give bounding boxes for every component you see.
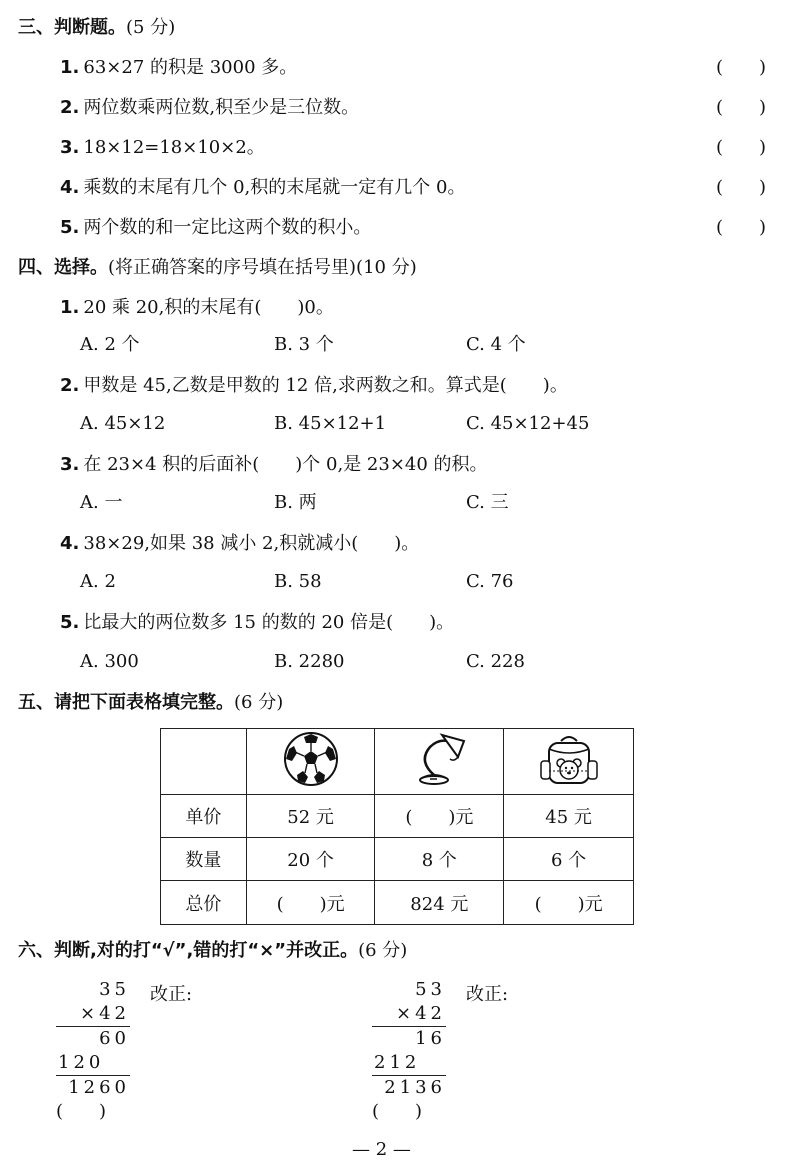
choice-question-2 (60, 374, 568, 398)
backpack-cell (504, 729, 634, 795)
judge-item-4 (60, 176, 465, 200)
option-a[interactable]: A. 300 (80, 651, 139, 672)
option-b[interactable]: B. 2280 (274, 651, 345, 672)
table-cell: 45 元 (504, 795, 634, 838)
item-number: 5. (60, 217, 80, 238)
option-a[interactable]: A. 2 个 (80, 334, 140, 355)
partial-product-2: 212 (374, 1052, 421, 1073)
soccer-ball-cell (246, 729, 375, 795)
section6-title: 六、判断,对的打“√”,错的打“×”并改正。 (18, 940, 359, 961)
product: 2136 (384, 1077, 446, 1098)
section4-title: 四、选择。 (18, 257, 108, 278)
choice-question-5 (60, 611, 454, 635)
row-label-unit-price: 单价 (161, 795, 247, 838)
multiplicand: 35 (99, 979, 130, 1000)
question-number: 4. (60, 533, 80, 554)
question-text: 比最大的两位数多 15 的数的 20 倍是( )。 (83, 612, 455, 633)
section6-heading (18, 939, 407, 963)
choice-question-1 (60, 296, 334, 320)
section3-title: 三、判断题。 (18, 17, 126, 38)
section5-title: 五、请把下面表格填完整。 (18, 692, 234, 713)
vertical-calculation-2 (372, 978, 446, 1124)
table-cell-blank[interactable]: ( )元 (504, 881, 634, 925)
partial-product-2: 120 (58, 1052, 105, 1073)
desk-lamp-icon (408, 731, 470, 787)
section4-heading (18, 256, 417, 280)
row-label-quantity: 数量 (161, 838, 247, 881)
item-text: 两位数乘两位数,积至少是三位数。 (83, 97, 360, 118)
item-number: 3. (60, 137, 80, 158)
table-cell: 52 元 (246, 795, 375, 838)
answer-paren[interactable]: ( ) (716, 57, 767, 78)
option-a[interactable]: A. 45×12 (80, 413, 166, 434)
item-number: 1. (60, 57, 80, 78)
item-text: 18×12=18×10×2。 (83, 137, 265, 158)
multiplier: ×42 (396, 1003, 446, 1024)
table-cell-blank[interactable]: ( )元 (375, 795, 504, 838)
judge-item-5 (60, 216, 371, 240)
answer-paren[interactable]: ( ) (56, 1101, 107, 1122)
answer-paren[interactable]: ( ) (372, 1101, 423, 1122)
item-text: 63×27 的积是 3000 多。 (83, 57, 298, 78)
option-a[interactable]: A. 2 (80, 571, 116, 592)
table-cell: 20 个 (246, 838, 375, 881)
question-number: 1. (60, 297, 80, 318)
section4-subtitle: (将正确答案的序号填在括号里)(10 分) (108, 257, 417, 278)
correction-label: 改正: (150, 984, 193, 1005)
multiplicand: 53 (415, 979, 446, 1000)
option-b[interactable]: B. 两 (274, 492, 317, 513)
option-b[interactable]: B. 58 (274, 571, 322, 592)
choice-question-3 (60, 453, 488, 477)
option-c[interactable]: C. 76 (466, 571, 514, 592)
table-cell: 6 个 (504, 838, 634, 881)
option-c[interactable]: C. 45×12+45 (466, 413, 590, 434)
option-a[interactable]: A. 一 (80, 492, 123, 513)
answer-paren[interactable]: ( ) (716, 177, 767, 198)
table-cell-blank[interactable]: ( )元 (246, 881, 375, 925)
answer-paren[interactable]: ( ) (716, 217, 767, 238)
partial-product-1: 60 (99, 1028, 130, 1049)
product: 1260 (68, 1077, 130, 1098)
page-number: — 2 — (352, 1139, 411, 1160)
judge-item-3 (60, 136, 265, 160)
question-text: 20 乘 20,积的末尾有( )0。 (83, 297, 334, 318)
item-text: 两个数的和一定比这两个数的积小。 (83, 217, 372, 238)
question-text: 在 23×4 积的后面补( )个 0,是 23×40 的积。 (83, 454, 488, 475)
soccer-ball-icon (283, 731, 339, 787)
option-b[interactable]: B. 3 个 (274, 334, 334, 355)
partial-product-1: 16 (415, 1028, 446, 1049)
section3-heading (18, 16, 175, 40)
judge-item-2 (60, 96, 359, 120)
option-c[interactable]: C. 228 (466, 651, 525, 672)
table-corner-cell (161, 729, 247, 795)
section5-heading (18, 691, 283, 715)
question-number: 5. (60, 612, 80, 633)
vertical-calculation-1 (56, 978, 130, 1124)
option-b[interactable]: B. 45×12+1 (274, 413, 387, 434)
section6-score: (6 分) (358, 940, 408, 961)
correction-label: 改正: (466, 984, 509, 1005)
table-cell: 8 个 (375, 838, 504, 881)
question-number: 2. (60, 375, 80, 396)
option-c[interactable]: C. 4 个 (466, 334, 526, 355)
choice-question-4 (60, 532, 419, 556)
backpack-icon (537, 731, 601, 787)
judge-item-1 (60, 56, 297, 80)
table-cell: 824 元 (375, 881, 504, 925)
item-number: 2. (60, 97, 80, 118)
desk-lamp-cell (375, 729, 504, 795)
question-text: 甲数是 45,乙数是甲数的 12 倍,求两数之和。算式是( )。 (83, 375, 568, 396)
question-number: 3. (60, 454, 80, 475)
option-c[interactable]: C. 三 (466, 492, 509, 513)
section5-score: (6 分) (234, 692, 284, 713)
section3-score: (5 分) (126, 17, 176, 38)
row-label-total-price: 总价 (161, 881, 247, 925)
price-table (160, 728, 634, 925)
item-number: 4. (60, 177, 80, 198)
answer-paren[interactable]: ( ) (716, 97, 767, 118)
multiplier: ×42 (80, 1003, 130, 1024)
question-text: 38×29,如果 38 减小 2,积就减小( )。 (83, 533, 420, 554)
item-text: 乘数的末尾有几个 0,积的末尾就一定有几个 0。 (83, 177, 466, 198)
answer-paren[interactable]: ( ) (716, 137, 767, 158)
